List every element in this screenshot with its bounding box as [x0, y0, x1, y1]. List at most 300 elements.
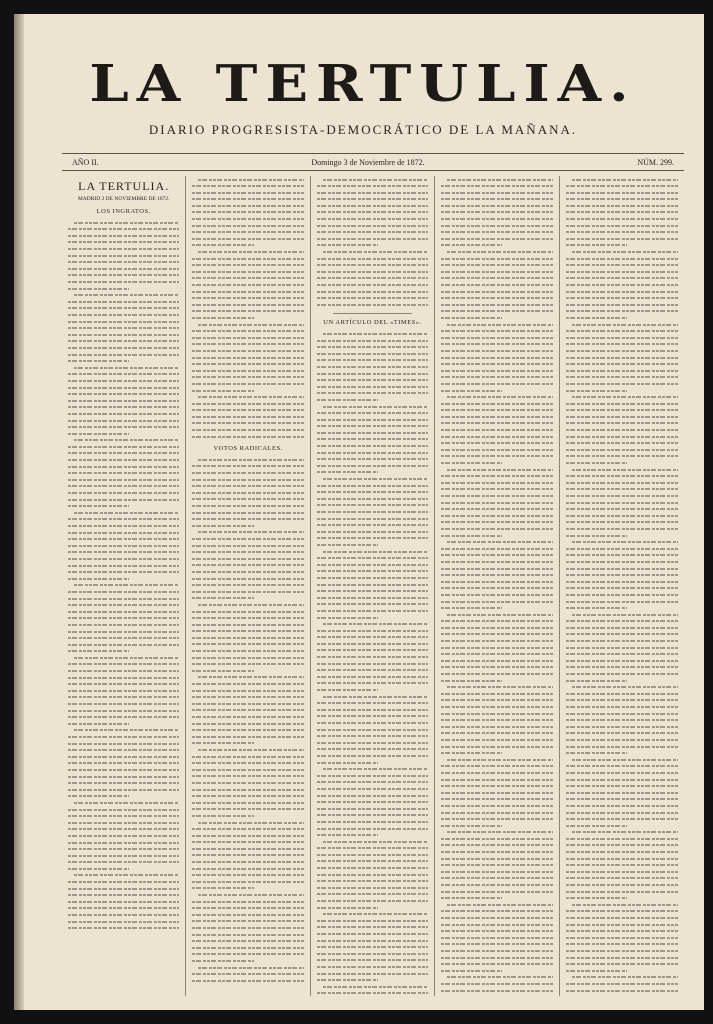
- text-line: [566, 229, 678, 236]
- text-line: [566, 341, 678, 348]
- text-line: [192, 931, 303, 938]
- text-line: [441, 328, 552, 335]
- text-line: [68, 648, 179, 655]
- article-heading-times: UN ARTÍCULO DEL «TIMES».: [323, 318, 422, 326]
- text-line: [317, 275, 428, 282]
- text-line: [566, 855, 678, 862]
- text-line: [192, 766, 303, 773]
- text-line: [68, 865, 179, 872]
- text-line: [441, 479, 552, 486]
- text-line: [317, 377, 428, 384]
- text-line: [566, 413, 678, 420]
- text-line: [566, 915, 678, 922]
- text-line: [441, 664, 552, 671]
- text-line: [68, 846, 179, 853]
- text-line: [192, 687, 303, 694]
- text-line: [566, 690, 678, 697]
- text-line: [192, 733, 303, 740]
- text-line: [566, 420, 678, 427]
- text-line: [317, 990, 428, 996]
- text-line: [192, 654, 303, 661]
- text-line: [68, 740, 179, 747]
- text-line: [68, 615, 179, 622]
- text-line: [317, 805, 428, 812]
- text-line: [317, 746, 428, 753]
- text-line: [441, 598, 552, 605]
- text-line: [68, 279, 179, 286]
- text-line: [566, 967, 678, 974]
- text-line: [441, 855, 552, 862]
- text-line: [192, 925, 303, 932]
- text-line: [566, 196, 678, 203]
- text-line: [566, 624, 678, 631]
- text-line: [441, 196, 552, 203]
- issue-date: Domingo 3 de Noviembre de 1872.: [311, 157, 425, 167]
- text-line: [566, 941, 678, 948]
- text-line: [68, 377, 179, 384]
- text-line: [192, 938, 303, 945]
- text-line: [68, 252, 179, 259]
- text-line: [68, 641, 179, 648]
- text-line: [317, 792, 428, 799]
- text-line: [566, 783, 678, 790]
- text-line: [192, 773, 303, 780]
- text-line: [317, 838, 428, 845]
- text-line: [441, 947, 552, 954]
- section-date: MADRID 3 DE NOVIEMBRE DE 1872.: [77, 196, 170, 202]
- text-line: [192, 420, 303, 427]
- text-line: [566, 460, 678, 467]
- text-line: [317, 370, 428, 377]
- text-line: [68, 516, 179, 523]
- text-line: [192, 793, 303, 800]
- text-line: [441, 908, 552, 915]
- text-line: [192, 661, 303, 668]
- text-line: [192, 707, 303, 714]
- text-line: [317, 495, 428, 502]
- text-line: [68, 424, 179, 431]
- text-line: [192, 209, 303, 216]
- text-line: [68, 734, 179, 741]
- text-line: [317, 785, 428, 792]
- text-line: [317, 660, 428, 667]
- text-line: [566, 532, 678, 539]
- text-line: [192, 911, 303, 918]
- text-line: [441, 690, 552, 697]
- text-line: [317, 183, 428, 190]
- text-line: [68, 443, 179, 450]
- text-line: [441, 374, 552, 381]
- text-line: [317, 209, 428, 216]
- text-line: [317, 594, 428, 601]
- text-line: [441, 684, 552, 691]
- text-line: [441, 367, 552, 374]
- text-line: [566, 974, 678, 981]
- text-line: [566, 565, 678, 572]
- text-line: [68, 384, 179, 391]
- text-line: [566, 921, 678, 928]
- article-columns: [62, 176, 684, 996]
- text-line: [317, 772, 428, 779]
- text-line: [68, 476, 179, 483]
- text-line: [441, 545, 552, 552]
- text-line: [441, 585, 552, 592]
- text-line: [566, 862, 678, 869]
- text-line: [317, 449, 428, 456]
- text-line: [566, 657, 678, 664]
- text-line: [317, 898, 428, 905]
- text-line: [566, 644, 678, 651]
- text-line: [192, 413, 303, 420]
- text-line: [441, 407, 552, 414]
- text-line: [441, 202, 552, 209]
- text-line: [566, 591, 678, 598]
- text-line: [68, 371, 179, 378]
- text-line: [68, 661, 179, 668]
- article-body: [68, 219, 179, 931]
- text-line: [68, 292, 179, 299]
- text-line: [441, 796, 552, 803]
- text-line: [68, 344, 179, 351]
- text-line: [566, 934, 678, 941]
- text-line: [192, 529, 303, 536]
- text-line: [566, 882, 678, 889]
- text-line: [566, 908, 678, 915]
- text-line: [192, 463, 303, 470]
- text-line: [441, 189, 552, 196]
- text-line: [566, 954, 678, 961]
- text-line: [68, 536, 179, 543]
- text-line: [192, 549, 303, 556]
- text-line: [566, 611, 678, 618]
- text-line: [317, 255, 428, 262]
- text-line: [68, 226, 179, 233]
- text-line: [317, 268, 428, 275]
- text-line: [192, 470, 303, 477]
- newspaper-title: LA TERTULIA.: [89, 54, 637, 114]
- text-line: [317, 502, 428, 509]
- text-line: [441, 921, 552, 928]
- text-line: [192, 951, 303, 958]
- text-line: [441, 539, 552, 546]
- text-line: [317, 799, 428, 806]
- text-line: [192, 865, 303, 872]
- text-line: [68, 246, 179, 253]
- text-line: [68, 397, 179, 404]
- text-line: [441, 638, 552, 645]
- page-spine: [14, 14, 24, 1010]
- text-line: [192, 819, 303, 826]
- column-5: [560, 176, 684, 996]
- text-line: [68, 905, 179, 912]
- text-line: [317, 693, 428, 700]
- text-line: [192, 176, 303, 183]
- text-line: [317, 937, 428, 944]
- text-line: [566, 334, 678, 341]
- text-line: [441, 882, 552, 889]
- text-line: [566, 183, 678, 190]
- text-line: [441, 888, 552, 895]
- text-line: [441, 558, 552, 565]
- text-line: [192, 509, 303, 516]
- text-line: [566, 558, 678, 565]
- text-line: [68, 628, 179, 635]
- text-line: [566, 321, 678, 328]
- text-line: [192, 621, 303, 628]
- text-line: [192, 341, 303, 348]
- text-line: [441, 736, 552, 743]
- text-line: [317, 515, 428, 522]
- text-line: [441, 624, 552, 631]
- text-line: [317, 858, 428, 865]
- text-line: [566, 545, 678, 552]
- text-line: [192, 503, 303, 510]
- text-line: [317, 957, 428, 964]
- masthead: [34, 54, 692, 138]
- text-line: [566, 875, 678, 882]
- text-line: [317, 818, 428, 825]
- text-line: [68, 608, 179, 615]
- text-line: [566, 295, 678, 302]
- text-line: [566, 407, 678, 414]
- text-line: [192, 892, 303, 899]
- text-line: [441, 671, 552, 678]
- text-line: [566, 816, 678, 823]
- text-line: [566, 328, 678, 335]
- text-line: [441, 618, 552, 625]
- text-line: [566, 275, 678, 282]
- text-line: [68, 786, 179, 793]
- text-line: [317, 963, 428, 970]
- text-line: [192, 321, 303, 328]
- text-line: [317, 337, 428, 344]
- text-line: [566, 387, 678, 394]
- text-line: [441, 427, 552, 434]
- text-line: [68, 305, 179, 312]
- text-line: [192, 489, 303, 496]
- text-line: [566, 367, 678, 374]
- text-line: [192, 301, 303, 308]
- text-line: [566, 446, 678, 453]
- text-line: [441, 499, 552, 506]
- text-line: [566, 842, 678, 849]
- text-line: [441, 967, 552, 974]
- text-line: [68, 839, 179, 846]
- text-line: [317, 282, 428, 289]
- text-line: [317, 680, 428, 687]
- text-line: [192, 582, 303, 589]
- text-line: [192, 681, 303, 688]
- text-line: [68, 391, 179, 398]
- text-line: [192, 601, 303, 608]
- text-line: [566, 176, 678, 183]
- text-line: [566, 994, 678, 996]
- text-line: [441, 222, 552, 229]
- text-line: [441, 354, 552, 361]
- text-line: [68, 490, 179, 497]
- text-line: [192, 347, 303, 354]
- text-line: [68, 569, 179, 576]
- text-line: [441, 875, 552, 882]
- text-line: [317, 752, 428, 759]
- text-line: [566, 638, 678, 645]
- text-line: [192, 971, 303, 978]
- text-line: [441, 901, 552, 908]
- text-line: [317, 647, 428, 654]
- text-line: [192, 328, 303, 335]
- text-line: [317, 202, 428, 209]
- text-line: [441, 677, 552, 684]
- text-line: [68, 595, 179, 602]
- text-line: [441, 275, 552, 282]
- text-line: [566, 255, 678, 262]
- text-line: [566, 776, 678, 783]
- text-line: [317, 429, 428, 436]
- text-line: [441, 229, 552, 236]
- text-line: [566, 849, 678, 856]
- text-line: [317, 706, 428, 713]
- text-line: [192, 634, 303, 641]
- text-line: [68, 635, 179, 642]
- text-line: [566, 374, 678, 381]
- text-line: [192, 380, 303, 387]
- text-line: [441, 394, 552, 401]
- text-line: [68, 806, 179, 813]
- text-line: [441, 802, 552, 809]
- text-line: [441, 750, 552, 757]
- text-line: [317, 443, 428, 450]
- text-line: [192, 786, 303, 793]
- text-line: [441, 473, 552, 480]
- text-line: [68, 312, 179, 319]
- text-line: [441, 334, 552, 341]
- text-line: [68, 331, 179, 338]
- text-line: [441, 809, 552, 816]
- text-line: [566, 868, 678, 875]
- text-line: [68, 325, 179, 332]
- text-line: [68, 450, 179, 457]
- text-line: [192, 189, 303, 196]
- text-line: [68, 892, 179, 899]
- text-line: [68, 707, 179, 714]
- text-line: [68, 417, 179, 424]
- text-line: [317, 687, 428, 694]
- text-line: [317, 924, 428, 931]
- text-line: [192, 944, 303, 951]
- text-line: [192, 885, 303, 892]
- text-line: [68, 674, 179, 681]
- text-line: [566, 380, 678, 387]
- text-line: [566, 796, 678, 803]
- text-line: [317, 917, 428, 924]
- text-line: [317, 588, 428, 595]
- text-line: [566, 189, 678, 196]
- text-line: [441, 704, 552, 711]
- text-line: [68, 463, 179, 470]
- text-line: [68, 912, 179, 919]
- text-line: [441, 605, 552, 612]
- text-line: [68, 602, 179, 609]
- text-line: [68, 773, 179, 780]
- text-line: [441, 255, 552, 262]
- text-line: [192, 740, 303, 747]
- text-line: [566, 585, 678, 592]
- text-line: [68, 509, 179, 516]
- text-line: [566, 222, 678, 229]
- text-line: [317, 249, 428, 256]
- text-line: [317, 812, 428, 819]
- text-line: [68, 701, 179, 708]
- text-line: [566, 980, 678, 987]
- text-line: [441, 849, 552, 856]
- text-line: [441, 941, 552, 948]
- text-line: [566, 486, 678, 493]
- text-line: [68, 799, 179, 806]
- text-line: [441, 440, 552, 447]
- text-line: [317, 561, 428, 568]
- text-line: [317, 779, 428, 786]
- text-line: [192, 268, 303, 275]
- text-line: [317, 970, 428, 977]
- text-line: [68, 588, 179, 595]
- text-line: [192, 407, 303, 414]
- text-line: [566, 512, 678, 519]
- text-line: [192, 535, 303, 542]
- text-line: [441, 420, 552, 427]
- text-line: [68, 832, 179, 839]
- text-line: [68, 681, 179, 688]
- text-line: [566, 473, 678, 480]
- text-line: [68, 437, 179, 444]
- text-line: [317, 222, 428, 229]
- text-line: [192, 779, 303, 786]
- text-line: [317, 574, 428, 581]
- text-line: [441, 295, 552, 302]
- text-line: [68, 813, 179, 820]
- text-line: [566, 888, 678, 895]
- text-line: [68, 503, 179, 510]
- text-line: [441, 460, 552, 467]
- text-line: [68, 826, 179, 833]
- text-line: [317, 357, 428, 364]
- text-line: [317, 891, 428, 898]
- text-line: [192, 354, 303, 361]
- text-line: [192, 714, 303, 721]
- text-line: [441, 783, 552, 790]
- text-line: [441, 835, 552, 842]
- text-line: [192, 694, 303, 701]
- text-line: [317, 884, 428, 891]
- article-body: [566, 176, 678, 996]
- text-line: [317, 931, 428, 938]
- text-line: [566, 789, 678, 796]
- text-line: [192, 588, 303, 595]
- text-line: [192, 832, 303, 839]
- text-line: [441, 769, 552, 776]
- text-line: [192, 367, 303, 374]
- text-line: [68, 483, 179, 490]
- text-line: [317, 196, 428, 203]
- text-line: [566, 282, 678, 289]
- text-line: [68, 859, 179, 866]
- text-line: [192, 957, 303, 964]
- text-line: [317, 262, 428, 269]
- newspaper-page: [14, 14, 704, 1010]
- divider: [333, 313, 412, 314]
- text-line: [317, 350, 428, 357]
- text-line: [441, 789, 552, 796]
- text-line: [441, 756, 552, 763]
